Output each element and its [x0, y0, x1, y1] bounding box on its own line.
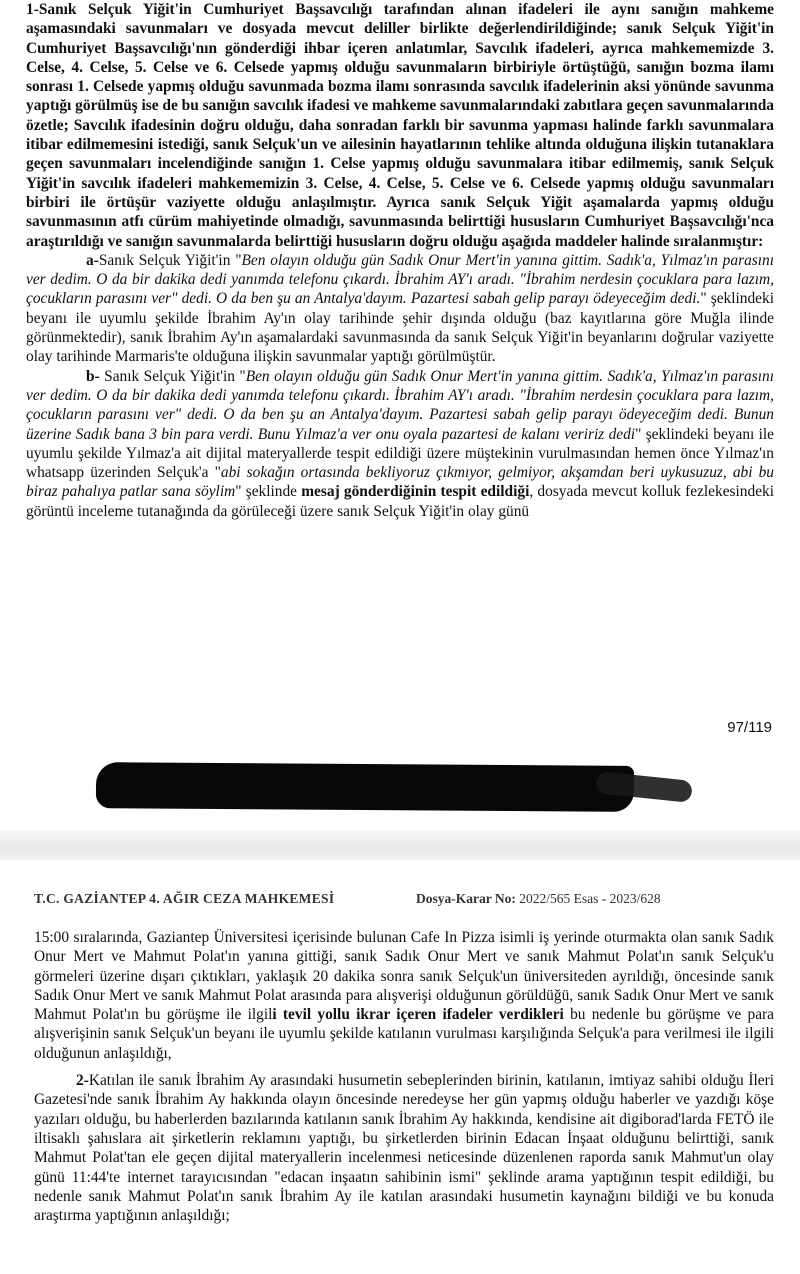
item-b-end: , dosyada mevcut kolluk fezlekesindeki görüntü inceleme tutanağında da görüleceği üzere sanık Selçuk Yiğit'in olay günü — [26, 483, 774, 520]
item-a-rest: " şeklindeki beyanı ile uyumlu şekilde İbrahim Ay'ın olay tarihinde şehir dışında olduğu (baz kayıtlarına göre Muğla ilinde görünmektedir), sanık İbrahim Ay'ın aşamalardaki savunmasında da sanık Selçuk Yiğit'in beyanlarını doğrular vaziyette olay tarihinde Marmaris'te olduğuna ilişkin savunmalar yaptığı görülmüştür. — [26, 290, 774, 366]
item-a-label: a- — [86, 251, 99, 269]
item-a-quote: Ben olayın olduğu gün Sadık Onur Mert'in yanına gittim. Sadık'a, Yılmaz'ın parasını ver dedim. O da bir dakika dedi yanımda telefonu çıkardı. İbrahim AY'ı aradı. "İbrahim nerdesin çocuklara para lazım, çocukların parasını ver" dedi. O da ben şu an Antalya'dayım. Pazartesi sabah gelip parayı ödeyeceğim dedi. — [26, 251, 774, 308]
item-a — [26, 251, 774, 367]
paragraph-2 — [34, 1071, 774, 1225]
item-b-mid2: " şeklinde — [235, 483, 302, 501]
case-number-value: 2022/565 Esas - 2023/628 — [515, 891, 661, 906]
document-page-98 — [0, 860, 800, 1274]
page-98-body — [34, 928, 774, 1225]
continuation-bold: i tevil yollu ikrar içeren ifadeler verdikleri — [272, 1006, 564, 1024]
page-gap — [0, 830, 800, 860]
item-b-mid: " şeklindeki beyanı ile uyumlu şekilde Yılmaz'a ait dijital materyallerde tespit edildiği üzere müştekinin vurulmasından hemen önce Yılmaz'ın whatsapp üzerinden Selçuk'a " — [26, 425, 774, 482]
page-number: 97/119 — [727, 719, 772, 736]
continuation-start: 15:00 sıralarında, Gaziantep Üniversitesi içerisinde bulunan Cafe In Pizza isimli iş yerinde oturmakta olan sanık Sadık Onur Mert ve Mahmut Polat'ın yanına gittiği, sanık Sadık Onur Mert ve sanık Mahmut Polat'ın sanık Selçuk'u görmeleri üzerine dışarı çıktıkları, yaklaşık 20 dakika sonra sanık Selçuk'un üniversiteden ayrıldığı, öncesinde sanık Sadık Onur Mert ve sanık Mahmut Polat arasında para alışverişi olduğunun görüldüğü, sanık Sadık Onur Mert ve sanık Mahmut Polat'ın bu görüşme ile ilgil — [34, 929, 774, 1024]
court-name: T.C. GAZİANTEP 4. AĞIR CEZA MAHKEMESİ — [34, 891, 335, 906]
continuation-end: bu nedenle bu görüşme ve para alışverişinin sanık Selçuk'un beyanı ile uyumlu şekilde katılanın vurulması karşılığında Selçuk'a para verilmesi ile ilgili olduğunun anlaşıldığı, — [34, 1006, 774, 1062]
item-b — [26, 367, 774, 521]
item-b-label: b- — [86, 367, 100, 385]
page-header — [34, 891, 774, 907]
item-b-intro: Sanık Selçuk Yiğit'in " — [99, 367, 246, 385]
paragraph-2-label: 2- — [76, 1072, 89, 1090]
item-b-quote: Ben olayın olduğu gün Sadık Onur Mert'in yanına gittim. Sadık'a, Yılmaz'ın parasını ver dedim. O da bir dakika dedi yanımda telefonu çıkardı. İbrahim AY'ı aradı. "İbrahim nerdesin çocuklara para lazım, çocukların parasını ver" dedi. O da ben şu an Antalya'dayım. Pazartesi sabah gelip parayı ödeyeceğim dedi. Bunun üzerine Sadık bana 3 bin para verdi. Bunu Yılmaz'a ver onu oyala pazartesi de kalanı veririz dedi — [26, 367, 774, 443]
paragraph-1: 1-Sanık Selçuk Yiğit'in Cumhuriyet Başsavcılığı tarafından alınan ifadeleri ile aynı sanığın mahkeme aşamasındaki savunmaları ve dosyada mevcut deliller birlikte değerlendirildiğinde; sanık Selçuk Yiğit'in Cumhuriyet Başsavcılığı'nın gönderdiği ihbar içeren anlatımlar, Savcılık ifadeleri, ayrıca mahkememizde 3. Celse, 4. Celse, 5. Celse ve 6. Celsede yapmış olduğu savunmaların birbiriyle örtüştüğü, sanığın bozma ilamı sonrası 1. Celsede yapmış olduğu savunmada bozma ilamı sonrasında savcılık ifadelerinin aksi yönünde savunma yaptığı görülmüş ise de bu sanığın savcılık ifadesi ve mahkeme savunmalarındaki zabıtlara geçen savunmalarında özetle; Savcılık ifadesinin doğru olduğu, daha sonradan farklı bir savunma yapması halinde farklı savunmalara itibar edilmemesini istediği, sanık Selçuk'un ve ailesinin hayatlarının tehlike altında olduğuna ilişkin tutanaklara geçen savunmaları incelendiğinde sanığın 1. Celse yapmış olduğu savunmalara itibar edilmemiş, sanık Selçuk Yiğit'in savcılık ifadeleri mahkememizin 3. Celse, 4. Celse, 5. Celse ve 6. Celsede yapmış olduğu savunmaları birbiri ile örtüşür vaziyette olduğu anlaşılmıştır. Ayrıca sanık Selçuk Yiğit aşamalarda yapmış olduğu savunmasının atfı cürüm mahiyetinde olmadığı, savunmasında belirttiği hususların Cumhuriyet Başsavcılığı'nca araştırıldığı ve sanığın savunmalarda belirttiği hususların doğru olduğu aşağıda maddeler halinde sıralanmıştır: — [26, 1, 774, 250]
case-number — [416, 891, 661, 907]
item-a-intro: Sanık Selçuk Yiğit'in " — [98, 251, 242, 269]
continuation-paragraph — [34, 928, 774, 1063]
page-97-body — [26, 0, 774, 521]
redaction-mark — [96, 762, 634, 812]
case-number-label: Dosya-Karar No: — [416, 891, 516, 906]
item-b-bold: mesaj gönderdiğinin tespit edildiği — [301, 483, 530, 501]
paragraph-2-text: Katılan ile sanık İbrahim Ay arasındaki husumetin sebeplerinden birinin, katılanın, imtiyaz sahibi olduğu İleri Gazetesi'nde sanık İbrahim Ay hakkında olayın öncesinde neredeyse her gün yapmış olduğu haberler ve yazdığı köşe yazıları olduğu, bu haberlerden bazılarında katılanın sanık İbrahim Ay hakkında, kendisine ait digiborad'larda FETÖ ile iltisaklı şahıslara ait şirketlerin reklamını yaptığı, bu şirketlerden birinin Edacan İnşaat olduğunu belirttiği, sanık Mahmut Polat'tan ele geçen dijital materyallerin incelenmesi neticesinde düzenlenen raporda sanık Mahmut'un olay günü 11:44'te internet tarayıcısından "edacan inşaatın sahibinin ismi" şeklinde arama yaptığının tespit edildiği, bu nedenle sanık Mahmut Polat'ın sanık İbrahim Ay ile katılan arasındaki husumetin kaynağını bildiği ve bu konuda araştırma yaptığının anlaşıldığı; — [34, 1072, 774, 1225]
item-b-message: abi sokağın ortasında bekliyoruz çıkmıyor, gelmiyor, akşamdan beri uykusuzuz, abi bu biraz pahalıya patlar sana söylim — [26, 464, 774, 501]
